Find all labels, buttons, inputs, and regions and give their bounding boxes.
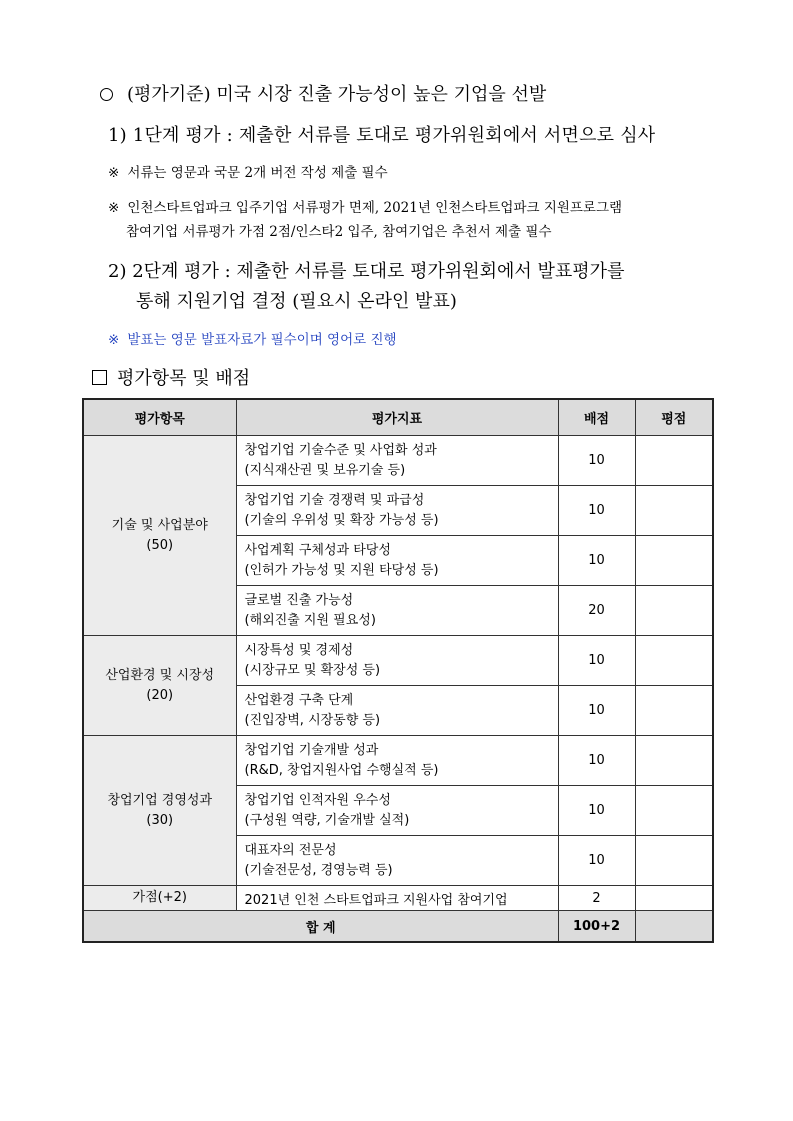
header-rating: 평점 (635, 399, 713, 436)
total-row (83, 911, 713, 943)
score-cell: 10 (558, 636, 635, 686)
indicator-detail: (R&D, 창업지원사업 수행실적 등) (244, 762, 439, 778)
checkbox-square-icon (92, 370, 107, 385)
category-points: (20) (146, 687, 174, 703)
indicator-cell (236, 586, 558, 636)
score-cell: 10 (558, 836, 635, 886)
category-points: (50) (146, 537, 174, 553)
indicator-line: 산업환경 구축 단계 (244, 692, 354, 708)
score-cell: 10 (558, 486, 635, 536)
indicator-line: 창업기업 기술 경쟁력 및 파급성 (244, 492, 425, 508)
indicator-detail: (기술전문성, 경영능력 등) (244, 862, 393, 878)
indicator-cell (236, 686, 558, 736)
rating-cell (635, 836, 713, 886)
indicator-cell (236, 836, 558, 886)
category-cell (83, 436, 236, 636)
indicator-detail: (구성원 역량, 기술개발 실적) (244, 812, 410, 828)
indicator-line: 글로벌 진출 가능성 (244, 592, 354, 608)
criteria-text: (평가기준) 미국 시장 진출 가능성이 높은 기업을 선발 (127, 84, 547, 105)
category-points: (30) (146, 812, 174, 828)
table-header-row (83, 399, 713, 436)
table-row (83, 436, 713, 486)
rating-cell (635, 736, 713, 786)
rating-cell (635, 486, 713, 536)
header-indicator: 평가지표 (236, 399, 558, 436)
step2-text: 2) 2단계 평가 : 제출한 서류를 토대로 평가위원회에서 발표평가를 (108, 261, 625, 282)
rating-cell (635, 636, 713, 686)
rating-cell (635, 536, 713, 586)
category-cell (83, 736, 236, 886)
indicator-detail: (해외진출 지원 필요성) (244, 612, 376, 628)
rating-cell (635, 886, 713, 911)
circle-bullet-icon (100, 88, 113, 101)
indicator-cell (236, 786, 558, 836)
rating-cell (635, 436, 713, 486)
score-cell: 10 (558, 786, 635, 836)
score-cell: 10 (558, 536, 635, 586)
indicator-line: 대표자의 전문성 (244, 842, 337, 858)
reference-mark-icon: ※ (108, 332, 120, 348)
total-score: 100+2 (558, 911, 635, 943)
bonus-score: 2 (558, 886, 635, 911)
step2-text-cont: 통해 지원기업 결정 (필요시 온라인 발표) (136, 291, 457, 312)
note3-text: 발표는 영문 발표자료가 필수이며 영어로 진행 (127, 332, 397, 348)
indicator-line: 창업기업 인적자원 우수성 (244, 792, 391, 808)
step1-text: 1) 1단계 평가 : 제출한 서류를 토대로 평가위원회에서 서면으로 심사 (108, 125, 656, 146)
rating-cell (635, 786, 713, 836)
note2-text: 인천스타트업파크 입주기업 서류평가 면제, 2021년 인천스타트업파크 지원프로그램 (127, 200, 623, 216)
note2-line (108, 196, 622, 216)
indicator-line: 창업기업 기술개발 성과 (244, 742, 379, 758)
indicator-line: 창업기업 기술수준 및 사업화 성과 (244, 442, 437, 458)
indicator-detail: (진입장벽, 시장동향 등) (244, 712, 381, 728)
header-points: 배점 (558, 399, 635, 436)
score-cell: 10 (558, 686, 635, 736)
indicator-line: 사업계획 구체성과 타당성 (244, 542, 391, 558)
evaluation-table (82, 398, 714, 943)
indicator-line: 시장특성 및 경제성 (244, 642, 354, 658)
section-heading (92, 364, 250, 390)
header-item: 평가항목 (83, 399, 236, 436)
note1-text: 서류는 영문과 국문 2개 버전 작성 제출 필수 (127, 165, 388, 181)
rating-cell (635, 686, 713, 736)
note2-text-cont: 참여기업 서류평가 가점 2점/인스타2 입주, 참여기업은 추천서 제출 필수 (126, 224, 552, 240)
category-name: 창업기업 경영성과 (107, 792, 213, 808)
score-cell: 10 (558, 736, 635, 786)
indicator-detail: (인허가 가능성 및 지원 타당성 등) (244, 562, 439, 578)
indicator-cell (236, 636, 558, 686)
bonus-indicator: 2021년 인천 스타트업파크 지원사업 참여기업 (236, 886, 558, 911)
indicator-detail: (시장규모 및 확장성 등) (244, 662, 381, 678)
table-row (83, 636, 713, 686)
indicator-detail: (기술의 우위성 및 확장 가능성 등) (244, 512, 439, 528)
note1-line (108, 161, 388, 181)
criteria-line (100, 80, 546, 106)
category-name: 기술 및 사업분야 (111, 517, 208, 533)
bonus-row (83, 886, 713, 911)
indicator-cell (236, 536, 558, 586)
note3-line (108, 328, 397, 348)
indicator-cell (236, 436, 558, 486)
rating-cell (635, 911, 713, 943)
total-label: 합 계 (83, 911, 558, 943)
indicator-cell (236, 736, 558, 786)
indicator-detail: (지식재산권 및 보유기술 등) (244, 462, 406, 478)
section-title: 평가항목 및 배점 (117, 368, 251, 389)
reference-mark-icon: ※ (108, 200, 120, 216)
category-cell (83, 636, 236, 736)
score-cell: 20 (558, 586, 635, 636)
rating-cell (635, 586, 713, 636)
bonus-category: 가점(+2) (83, 886, 236, 911)
table-row (83, 736, 713, 786)
score-cell: 10 (558, 436, 635, 486)
reference-mark-icon: ※ (108, 165, 120, 181)
category-name: 산업환경 및 시장성 (105, 667, 215, 683)
indicator-cell (236, 486, 558, 536)
